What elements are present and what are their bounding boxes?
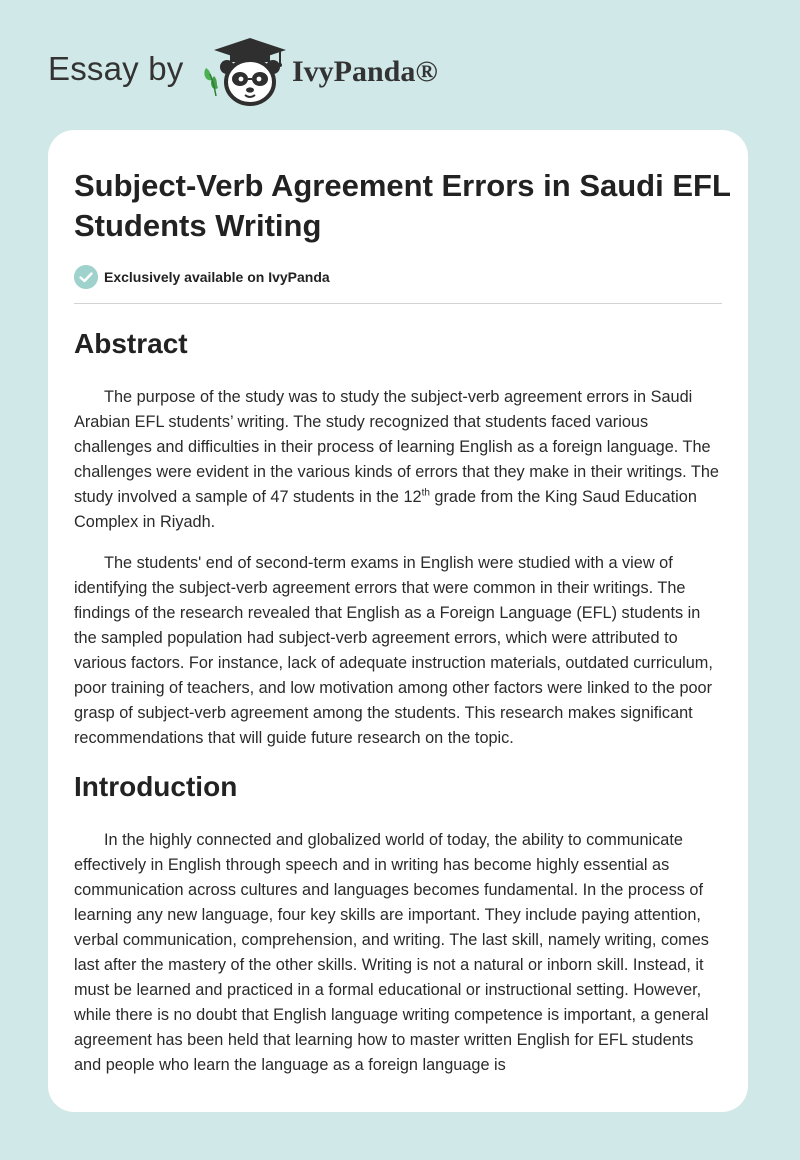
superscript: th — [421, 487, 430, 499]
brand-name[interactable]: IvyPanda® — [292, 55, 438, 88]
abstract-paragraph-1 — [74, 385, 722, 535]
section-heading-introduction: Introduction — [74, 771, 238, 802]
site-header — [0, 0, 800, 130]
essay-by-label: Essay by — [48, 50, 184, 87]
ivypanda-logo-icon[interactable] — [200, 36, 286, 108]
check-circle-icon — [74, 265, 98, 289]
divider — [74, 303, 722, 304]
article-card — [48, 130, 748, 1112]
exclusive-label: Exclusively available on IvyPanda — [104, 269, 330, 285]
introduction-paragraph-1: In the highly connected and globalized world of today, the ability to communicate effectively in English through speech and in writing has become highly essential as communication across cultures and languages becomes fundamental. In the process of learning any new language, four key skills are important. They include paying attention, verbal communication, comprehension, and writing. The last skill, namely writing, comes last after the mastery of the other skills. Writing is not a natural or inborn skill. Instead, it must be learned and practiced in a formal educational or instructional setting. However, while there is no doubt that English language writing competence is important, a general agreement has been held that learning how to master written English for EFL students and people who learn the language as a foreign language is — [74, 831, 709, 1074]
paragraph-text: grade from the King Saud Education Complex in Riyadh. — [74, 488, 697, 531]
section-heading-abstract: Abstract — [74, 328, 188, 359]
article-title: Subject-Verb Agreement Errors in Saudi EFL Students Writing — [74, 168, 731, 243]
paragraph-text: The purpose of the study was to study the subject-verb agreement errors in Saudi Arabian EFL students’ writing. The study recognized that students faced various challenges and difficulties in their process of learning English as a foreign language. The challenges were evident in the various kinds of errors that they make in their writings. The study involved a sample of 47 students in the 12 — [74, 388, 719, 506]
exclusive-badge — [74, 264, 330, 290]
abstract-paragraph-2: The students' end of second-term exams in English were studied with a view of identifying the subject-verb agreement errors that were common in their writings. The findings of the research revealed that English as a Foreign Language (EFL) students in the sampled population had subject-verb agreement errors, which were attributed to various factors. For instance, lack of adequate instruction materials, outdated curriculum, poor training of teachers, and low motivation among other factors were linked to the poor grasp of subject-verb agreement among the students. This research makes significant recommendations that will guide future research on the topic. — [74, 554, 713, 747]
